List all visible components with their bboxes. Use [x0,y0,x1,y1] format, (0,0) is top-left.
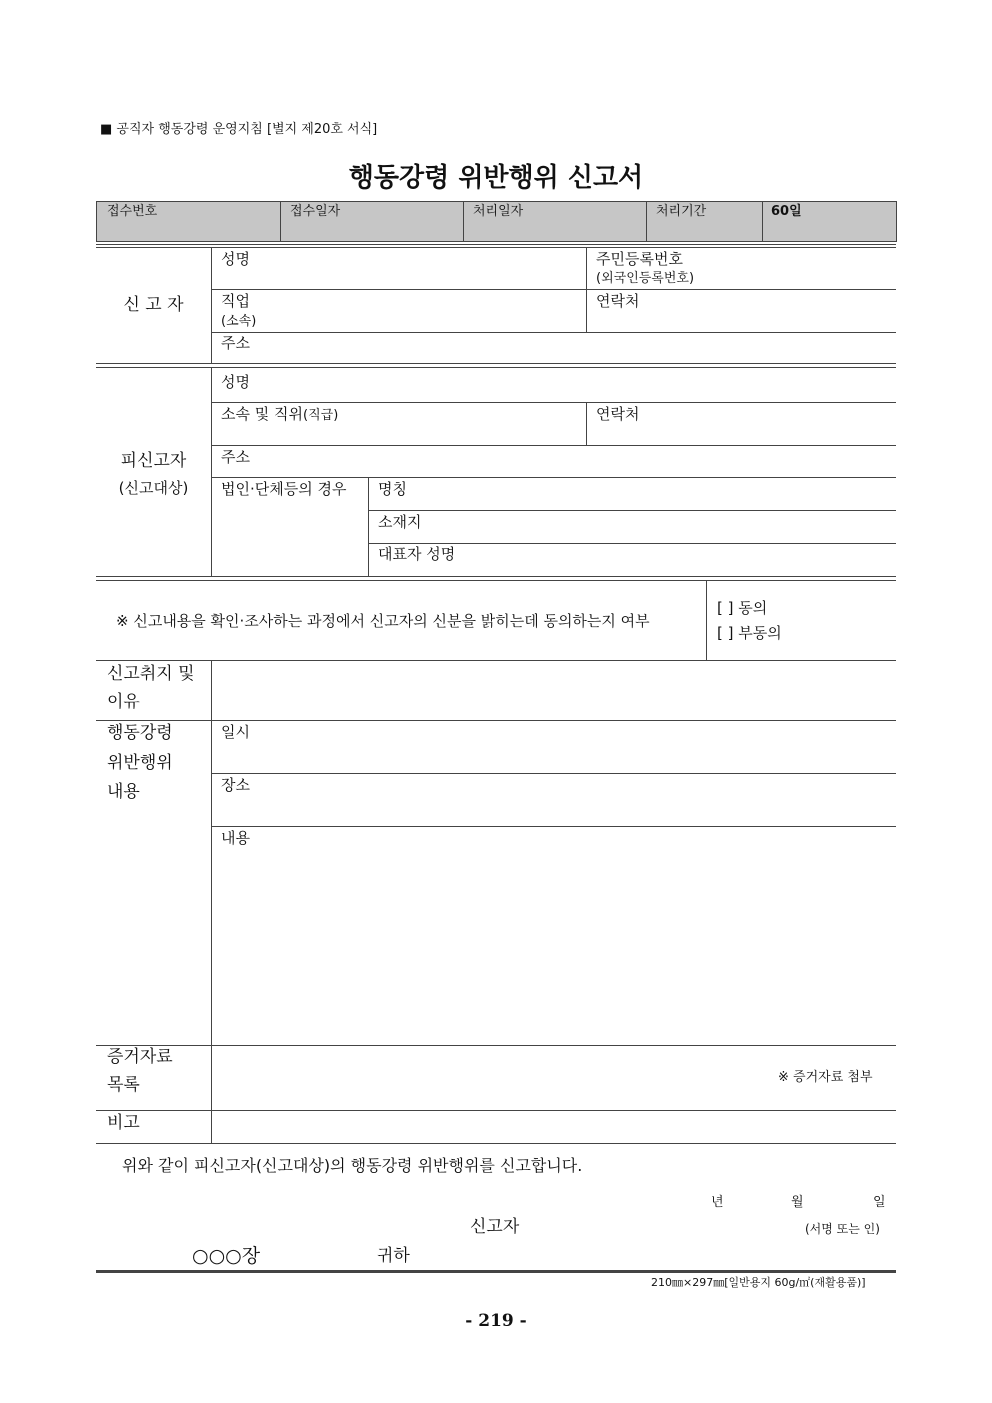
reporter-affiliation-label: (소속) [221,314,257,329]
violation-label-line3: 내용 [107,782,140,802]
consent-agree-option[interactable]: [ ] 동의 [717,599,768,617]
consent-disagree-option[interactable]: [ ] 부동의 [717,624,782,642]
purpose-field[interactable] [212,661,896,720]
reportee-corp-label: 법인·단체등의 경우 [221,480,347,498]
reportee-corp-rep-label: 대표자 성명 [378,545,456,563]
evidence-label-line1: 증거자료 [107,1047,173,1067]
honorific-label: 귀하 [377,1246,410,1266]
reporter-contact-label: 연락처 [596,292,640,310]
reporter-rrn-label: 주민등록번호 [596,250,683,268]
violation-label-line2: 위반행위 [107,753,173,773]
violation-label-line1: 행동강령 [107,723,173,743]
reportee-corp-location-label: 소재지 [378,513,422,531]
reportee-position [221,405,338,425]
reportee-position-label: 소속 및 직위 [221,405,303,423]
bottom-rule [96,1270,896,1273]
page-title: 행동강령 위반행위 신고서 [348,163,644,193]
purpose-label-line2: 이유 [107,692,140,712]
remarks-label: 비고 [107,1113,140,1133]
reporter-name-label: 성명 [221,250,250,268]
reportee-position-sub: (직급) [303,408,339,423]
process-period-label: 처리기간 [656,204,707,219]
evidence-attach-note: ※ 증거자료 첨부 [778,1070,873,1085]
consent-question: ※ 신고내용을 확인·조사하는 과정에서 신고자의 신분을 밝히는데 동의하는지 여부 [116,612,650,630]
date-day-label: 일 [873,1195,886,1210]
purpose-label-line1: 신고취지 및 [107,664,195,684]
reporter-section-label: 신 고 자 [123,295,184,315]
declaration-text: 위와 같이 피신고자(신고대상)의 행동강령 위반행위를 신고합니다. [122,1156,583,1175]
page-number: - 219 - [465,1311,527,1331]
reportee-section-label: 피신고자 [120,451,187,471]
reportee-name-label: 성명 [221,373,250,391]
reportee-address-label: 주소 [221,448,250,466]
violation-place-label: 장소 [221,776,250,794]
recipient-label: ○○○장 [192,1245,261,1267]
receipt-date-label: 접수일자 [290,204,341,219]
sign-note: (서명 또는 인) [805,1222,880,1236]
reporter-job-label: 직업 [221,292,250,310]
header-note: ■ 공직자 행동강령 운영지침 [별지 제20호 서식] [100,122,378,137]
date-year-label: 년 [711,1195,724,1210]
paper-spec: 210㎜×297㎜[일반용지 60g/㎡(재활용품)] [651,1276,866,1289]
reportee-contact-label: 연락처 [596,405,640,423]
reportee-corp-name-label: 명칭 [378,480,407,498]
process-date-label: 처리일자 [473,204,524,219]
reporter-address-label: 주소 [221,334,250,352]
date-month-label: 월 [791,1195,804,1210]
evidence-label-line2: 목록 [107,1075,140,1095]
receipt-no-label: 접수번호 [107,204,158,219]
violation-content-label: 내용 [221,829,250,847]
violation-datetime-label: 일시 [221,723,250,741]
signer-label: 신고자 [470,1217,520,1237]
reporter-foreign-no-label: (외국인등록번호) [596,271,695,286]
process-period-value: 60일 [771,204,802,219]
violation-content-field[interactable] [212,848,896,1044]
reportee-section-sub: (신고대상) [118,479,189,497]
